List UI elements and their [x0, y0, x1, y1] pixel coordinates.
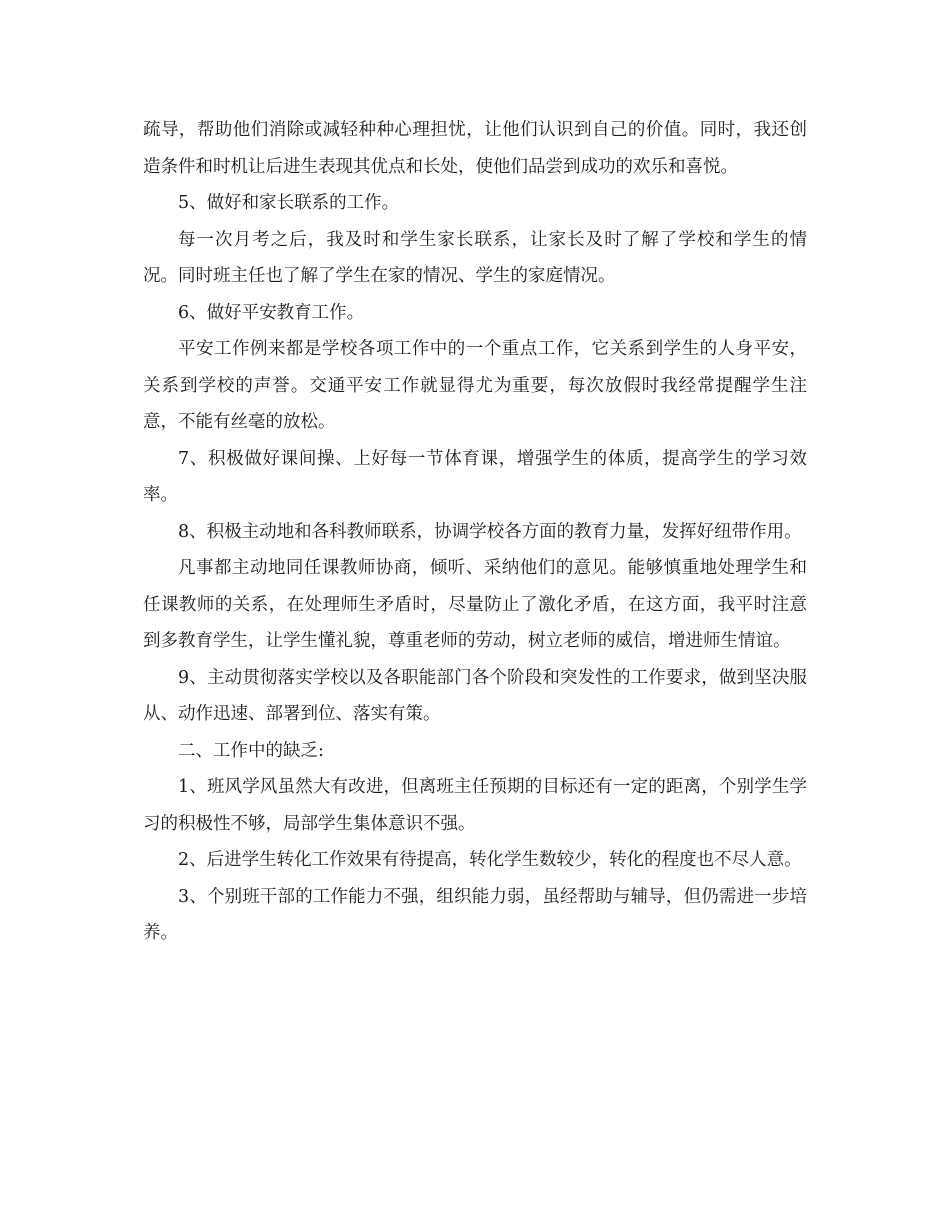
paragraph-safety-work: 平安工作例来都是学校各项工作中的一个重点工作，它关系到学生的人身平安，关系到学校的声誉。交通平安工作就显得尤为重要，每次放假时我经常提醒学生注意，不能有丝毫的放松。 — [143, 339, 807, 432]
paragraph-item-8: 8、积极主动地和各科教师联系，协调学校各方面的教育力量，发挥好纽带作用。 — [178, 521, 802, 542]
paragraph-shortcoming-1: 1、班风学风虽然大有改进，但离班主任预期的目标还有一定的距离，个别学生学习的积极性不够，局部学生集体意识不强。 — [143, 777, 807, 834]
paragraph-item-6-heading: 6、做好平安教育工作。 — [178, 302, 365, 323]
paragraph-continuation: 疏导，帮助他们消除或减轻种种心理担忧，让他们认识到自己的价值。同时，我还创造条件和时机让后进生表现其优点和长处，使他们品尝到成功的欢乐和喜悦。 — [143, 120, 807, 177]
paragraph-shortcoming-3: 3、个别班干部的工作能力不强，组织能力弱，虽经帮助与辅导，但仍需进一步培养。 — [143, 886, 807, 943]
paragraph-teacher-cooperation: 凡事都主动地同任课教师协商，倾听、采纳他们的意见。能够慎重地处理学生和任课教师的关系，在处理师生矛盾时，尽量防止了激化矛盾，在这方面，我平时注意到多教育学生，让学生懂礼貌，尊重老师的劳动，树立老师的威信，增进师生情谊。 — [143, 558, 807, 651]
document-body — [143, 112, 807, 952]
paragraph-item-7: 7、积极做好课间操、上好每一节体育课，增强学生的体质，提高学生的学习效率。 — [143, 448, 807, 505]
paragraph-item-5-heading: 5、做好和家长联系的工作。 — [178, 193, 400, 213]
section-heading-shortcomings: 二、工作中的缺乏: — [178, 740, 324, 761]
paragraph-item-9: 9、主动贯彻落实学校以及各职能部门各个阶段和突发性的工作要求，做到坚决服从、动作迅速、部署到位、落实有策。 — [143, 667, 807, 724]
paragraph-shortcoming-2: 2、后进学生转化工作效果有待提高，转化学生数较少，转化的程度也不尽人意。 — [178, 850, 802, 870]
paragraph-parent-contact: 每一次月考之后，我及时和学生家长联系，让家长及时了解了学校和学生的情况。同时班主任也了解了学生在家的情况、学生的家庭情况。 — [143, 229, 807, 286]
